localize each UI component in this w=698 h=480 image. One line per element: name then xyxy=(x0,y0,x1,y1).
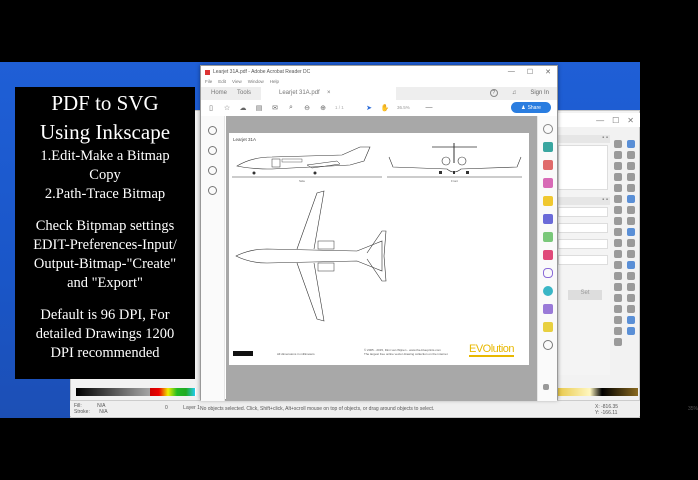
caption-default-line-1: Default is 96 DPI, For xyxy=(40,307,170,323)
caption-title-line-1: PDF to SVG xyxy=(51,91,159,115)
aircraft-side-view xyxy=(232,143,382,188)
panel-field[interactable] xyxy=(558,223,608,233)
save-icon[interactable] xyxy=(614,162,622,170)
send-for-comments-icon[interactable] xyxy=(543,322,553,332)
caption-check-line-4: and "Export" xyxy=(67,275,143,291)
collapse-pane-icon[interactable] xyxy=(543,384,549,390)
zoom-drawing-icon[interactable] xyxy=(614,272,622,280)
help-icon[interactable]: ? xyxy=(490,89,498,97)
protect-icon[interactable] xyxy=(543,268,553,278)
inkscape-window-controls xyxy=(555,113,640,127)
fill-label: Fill: xyxy=(74,403,82,409)
ungroup-icon[interactable] xyxy=(614,338,622,346)
tab-tools[interactable]: Tools xyxy=(237,90,252,96)
minimize-icon[interactable]: — xyxy=(596,115,605,125)
maximize-icon[interactable]: ☐ xyxy=(612,115,620,125)
select-cursor-icon[interactable]: ➤ xyxy=(366,104,372,112)
panel-field[interactable] xyxy=(558,207,608,217)
window-controls xyxy=(508,68,551,76)
window-title: Learjet 31A.pdf - Adobe Acrobat Reader DC xyxy=(213,69,311,75)
snap-cusp-icon[interactable] xyxy=(627,228,635,236)
stroke-label: Stroke: xyxy=(74,409,90,415)
next-page-icon[interactable]: ⊕ xyxy=(320,104,326,112)
snap-smooth-icon[interactable] xyxy=(627,239,635,247)
menu-view[interactable]: View xyxy=(232,79,242,84)
caption-check-line-1: Check Bitpmap settings xyxy=(35,218,175,234)
snap-intersection-icon[interactable] xyxy=(627,217,635,225)
snap-toggle-icon[interactable] xyxy=(627,140,635,148)
pdf-file-icon xyxy=(205,70,210,75)
import-icon[interactable] xyxy=(614,184,622,192)
scan-ocr-icon[interactable] xyxy=(543,286,553,296)
sign-in-link[interactable]: Sign In xyxy=(530,90,549,96)
snap-grid-icon[interactable] xyxy=(627,316,635,324)
opacity-value[interactable]: 0 xyxy=(165,405,168,411)
layer-name[interactable]: Layer 1 xyxy=(183,405,200,411)
copy-icon[interactable] xyxy=(614,228,622,236)
new-document-icon[interactable] xyxy=(614,140,622,148)
right-tools-rail xyxy=(537,116,557,401)
print-icon[interactable] xyxy=(614,173,622,181)
close-icon[interactable]: ✕ xyxy=(545,69,551,76)
paste-icon[interactable] xyxy=(614,250,622,258)
share-label: Share xyxy=(527,104,541,111)
cursor-coordinates xyxy=(595,404,618,416)
duplicate-icon[interactable] xyxy=(614,294,622,302)
header-actions xyxy=(490,89,549,97)
caption-step1-line-1: 1.Edit-Make a Bitmap xyxy=(40,148,170,164)
inkscape-commands-bar xyxy=(612,140,624,380)
group-icon[interactable] xyxy=(614,327,622,335)
email-icon[interactable]: ✉ xyxy=(272,104,278,112)
caption-step1-line-2: Copy xyxy=(89,167,121,183)
caption-title-line-2: Using Inkscape xyxy=(39,120,171,144)
snap-path-icon[interactable] xyxy=(627,206,635,214)
menu-help[interactable]: Help xyxy=(269,79,279,84)
snap-text-icon[interactable] xyxy=(627,294,635,302)
caption-check-line-2: EDIT-Preferences-Input/ xyxy=(33,237,177,253)
tagline-text: The largest free online vector drawing collection on the internet xyxy=(364,352,448,356)
aircraft-top-view xyxy=(232,191,392,321)
panel-header: ▪ ▪ xyxy=(558,135,610,143)
scale-bar xyxy=(233,351,253,356)
attachment-icon[interactable] xyxy=(208,146,217,155)
snap-corner-icon[interactable] xyxy=(627,173,635,181)
zoom-field[interactable]: 35% xyxy=(688,406,698,412)
zoom-search-icon[interactable] xyxy=(543,124,553,134)
organize-pages-icon[interactable] xyxy=(543,232,553,242)
combine-files-icon[interactable] xyxy=(543,214,553,224)
left-navigation-rail xyxy=(201,116,225,401)
tutorial-caption-panel xyxy=(15,87,195,379)
close-tab-icon[interactable]: × xyxy=(327,90,331,96)
color-palette-yellows[interactable] xyxy=(558,388,638,396)
tab-home[interactable]: Home xyxy=(211,90,228,96)
panel-field[interactable] xyxy=(558,239,608,249)
y-coordinate: Y: -166.11 xyxy=(595,410,618,416)
snap-others-icon[interactable] xyxy=(627,261,635,269)
dimensions-note: All dimensions in millimeters xyxy=(277,352,315,356)
caption-step2: 2.Path-Trace Bitmap xyxy=(44,186,166,202)
menu-edit[interactable]: Edit xyxy=(218,79,227,84)
comment-icon[interactable] xyxy=(543,196,553,206)
tab-bar xyxy=(201,87,557,100)
caption-check-line-3: Output-Bitmap-"Create" xyxy=(33,256,177,272)
redo-icon[interactable] xyxy=(614,217,622,225)
inkscape-statusbar xyxy=(70,400,698,416)
zoom-selection-icon[interactable] xyxy=(614,261,622,269)
edit-pdf-icon[interactable] xyxy=(543,178,553,188)
side-view-label: Side xyxy=(299,179,306,183)
inkscape-dock-panel xyxy=(558,135,610,375)
export-icon[interactable] xyxy=(614,195,622,203)
notification-bell-icon[interactable]: ♫ xyxy=(511,90,517,96)
panel-header: ▪ ▪ xyxy=(558,197,610,205)
snap-edge-icon[interactable] xyxy=(627,162,635,170)
request-signature-icon[interactable] xyxy=(543,304,553,314)
snap-nodes-icon[interactable] xyxy=(627,195,635,203)
snap-line-mid-icon[interactable] xyxy=(627,250,635,258)
menu-file[interactable]: File xyxy=(205,79,213,84)
share-button[interactable] xyxy=(511,102,551,113)
menu-bar xyxy=(205,79,279,84)
toolbar xyxy=(201,100,557,115)
menu-window[interactable]: Window xyxy=(247,79,264,84)
fill-value: N/A xyxy=(97,403,106,409)
copyright-text: © 2005 - 2015, Dimi van Wijnen - www.the-blueprints.com xyxy=(364,348,441,352)
pdf-page xyxy=(229,133,529,365)
bookmark-star-icon[interactable]: ☆ xyxy=(223,104,231,112)
zoom-level-select[interactable]: 36.5% xyxy=(397,105,410,110)
share-user-icon: ♟ xyxy=(521,104,526,111)
undo-icon[interactable] xyxy=(614,206,622,214)
document-tab-label: Learjet 31A.pdf xyxy=(279,90,320,96)
bookmarks-icon[interactable] xyxy=(208,166,217,175)
maximize-icon[interactable]: ☐ xyxy=(526,69,534,76)
color-palette-colors[interactable] xyxy=(150,388,195,396)
upload-cloud-icon[interactable]: ☁ xyxy=(239,104,247,112)
snap-midpoint-icon[interactable] xyxy=(627,184,635,192)
export-pdf-icon[interactable] xyxy=(543,142,553,152)
drawing-title: Learjet 31A xyxy=(233,137,257,142)
page-number-field[interactable]: 1 / 1 xyxy=(335,105,344,110)
clone-icon[interactable] xyxy=(614,305,622,313)
more-tools-icon[interactable] xyxy=(543,340,553,350)
x-coordinate: X: -816.35 xyxy=(595,404,619,410)
status-message: No objects selected. Click, Shift+click, Alt+scroll mouse on top of objects, or drag around objects to select. xyxy=(200,406,435,412)
search-icon[interactable]: ⌕ xyxy=(289,103,293,111)
create-pdf-icon[interactable]: ▯ xyxy=(209,104,213,112)
previous-page-icon[interactable]: ⊖ xyxy=(304,104,310,112)
stroke-value: N/A xyxy=(99,409,108,415)
caption-default-line-2: detailed Drawings 1200 xyxy=(35,326,175,342)
panel-preview xyxy=(558,145,608,190)
title-bar xyxy=(201,66,557,78)
snap-bbox-icon[interactable] xyxy=(627,151,635,159)
layers-icon[interactable] xyxy=(208,186,217,195)
evolution-logo: EVOlution xyxy=(469,343,515,355)
layer-selector[interactable] xyxy=(165,405,200,411)
snap-page-icon[interactable] xyxy=(627,305,635,313)
close-icon[interactable]: ✕ xyxy=(627,115,634,125)
acrobat-reader-window[interactable] xyxy=(200,65,558,400)
fill-stroke-indicator[interactable] xyxy=(74,403,108,415)
open-icon[interactable] xyxy=(614,151,622,159)
cut-icon[interactable] xyxy=(614,239,622,247)
page-thumbnails-icon[interactable] xyxy=(208,126,217,135)
create-pdf-icon[interactable] xyxy=(543,160,553,170)
caption-default-line-3: DPI recommended xyxy=(50,345,160,361)
zoom-out-icon[interactable]: — xyxy=(425,104,433,111)
panel-field[interactable] xyxy=(558,255,608,265)
copyright-note xyxy=(364,348,474,356)
front-view-label: Front xyxy=(451,179,459,183)
document-viewport[interactable] xyxy=(226,116,539,401)
unlink-clone-icon[interactable] xyxy=(614,316,622,324)
snap-center-icon[interactable] xyxy=(627,272,635,280)
print-icon[interactable]: ▤ xyxy=(255,104,263,112)
snap-guide-icon[interactable] xyxy=(627,327,635,335)
set-button[interactable]: Set xyxy=(568,290,602,300)
fill-sign-icon[interactable] xyxy=(543,250,553,260)
tab-document[interactable] xyxy=(261,87,396,100)
snap-rotation-icon[interactable] xyxy=(627,283,635,291)
zoom-page-icon[interactable] xyxy=(614,283,622,291)
hand-tool-icon[interactable]: ✋ xyxy=(380,104,390,112)
inkscape-snap-bar xyxy=(624,140,638,380)
minimize-icon[interactable]: — xyxy=(507,68,515,75)
